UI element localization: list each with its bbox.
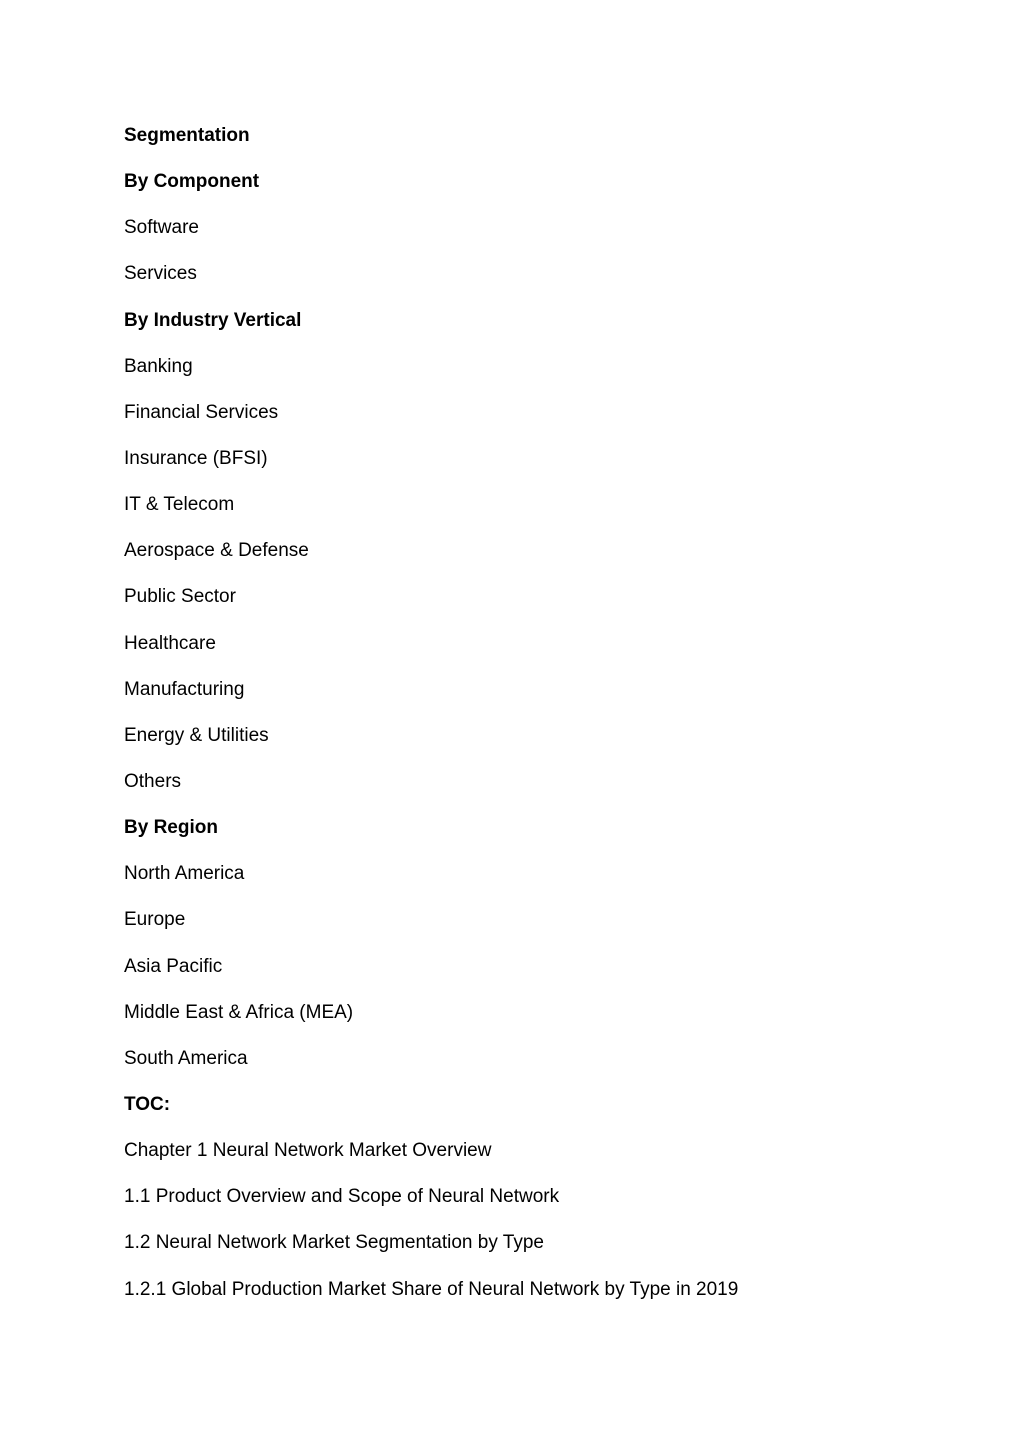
subheading-by-region: By Region	[124, 817, 218, 839]
list-item: Others	[124, 770, 182, 792]
list-item: Aerospace & Defense	[124, 540, 309, 562]
subheading-by-component: By Component	[124, 171, 260, 193]
toc-entry: Chapter 1 Neural Network Market Overview	[124, 1140, 492, 1162]
toc-entry: 1.1 Product Overview and Scope of Neural Network	[124, 1186, 560, 1208]
list-item: Insurance (BFSI)	[124, 447, 268, 469]
list-item: Healthcare	[124, 632, 216, 654]
section-heading-toc: TOC:	[124, 1093, 171, 1115]
toc-entry: 1.2.1 Global Production Market Share of Neural Network by Type in 2019	[124, 1278, 739, 1300]
list-item: Asia Pacific	[124, 955, 223, 977]
list-item: IT & Telecom	[124, 494, 235, 516]
list-item: Public Sector	[124, 586, 236, 608]
list-item: Europe	[124, 909, 186, 931]
list-item: Manufacturing	[124, 678, 245, 700]
list-item: North America	[124, 863, 245, 885]
list-item: Energy & Utilities	[124, 724, 269, 746]
section-heading-segmentation: Segmentation	[124, 125, 250, 146]
subheading-by-industry-vertical: By Industry Vertical	[124, 309, 302, 331]
list-item: Services	[124, 263, 197, 285]
document-body	[124, 124, 904, 1324]
list-item: Banking	[124, 355, 193, 377]
list-item: Middle East & Africa (MEA)	[124, 1001, 354, 1023]
list-item: Software	[124, 217, 199, 239]
list-item: South America	[124, 1047, 248, 1069]
toc-entry: 1.2 Neural Network Market Segmentation by Type	[124, 1232, 544, 1254]
list-item: Financial Services	[124, 401, 279, 423]
